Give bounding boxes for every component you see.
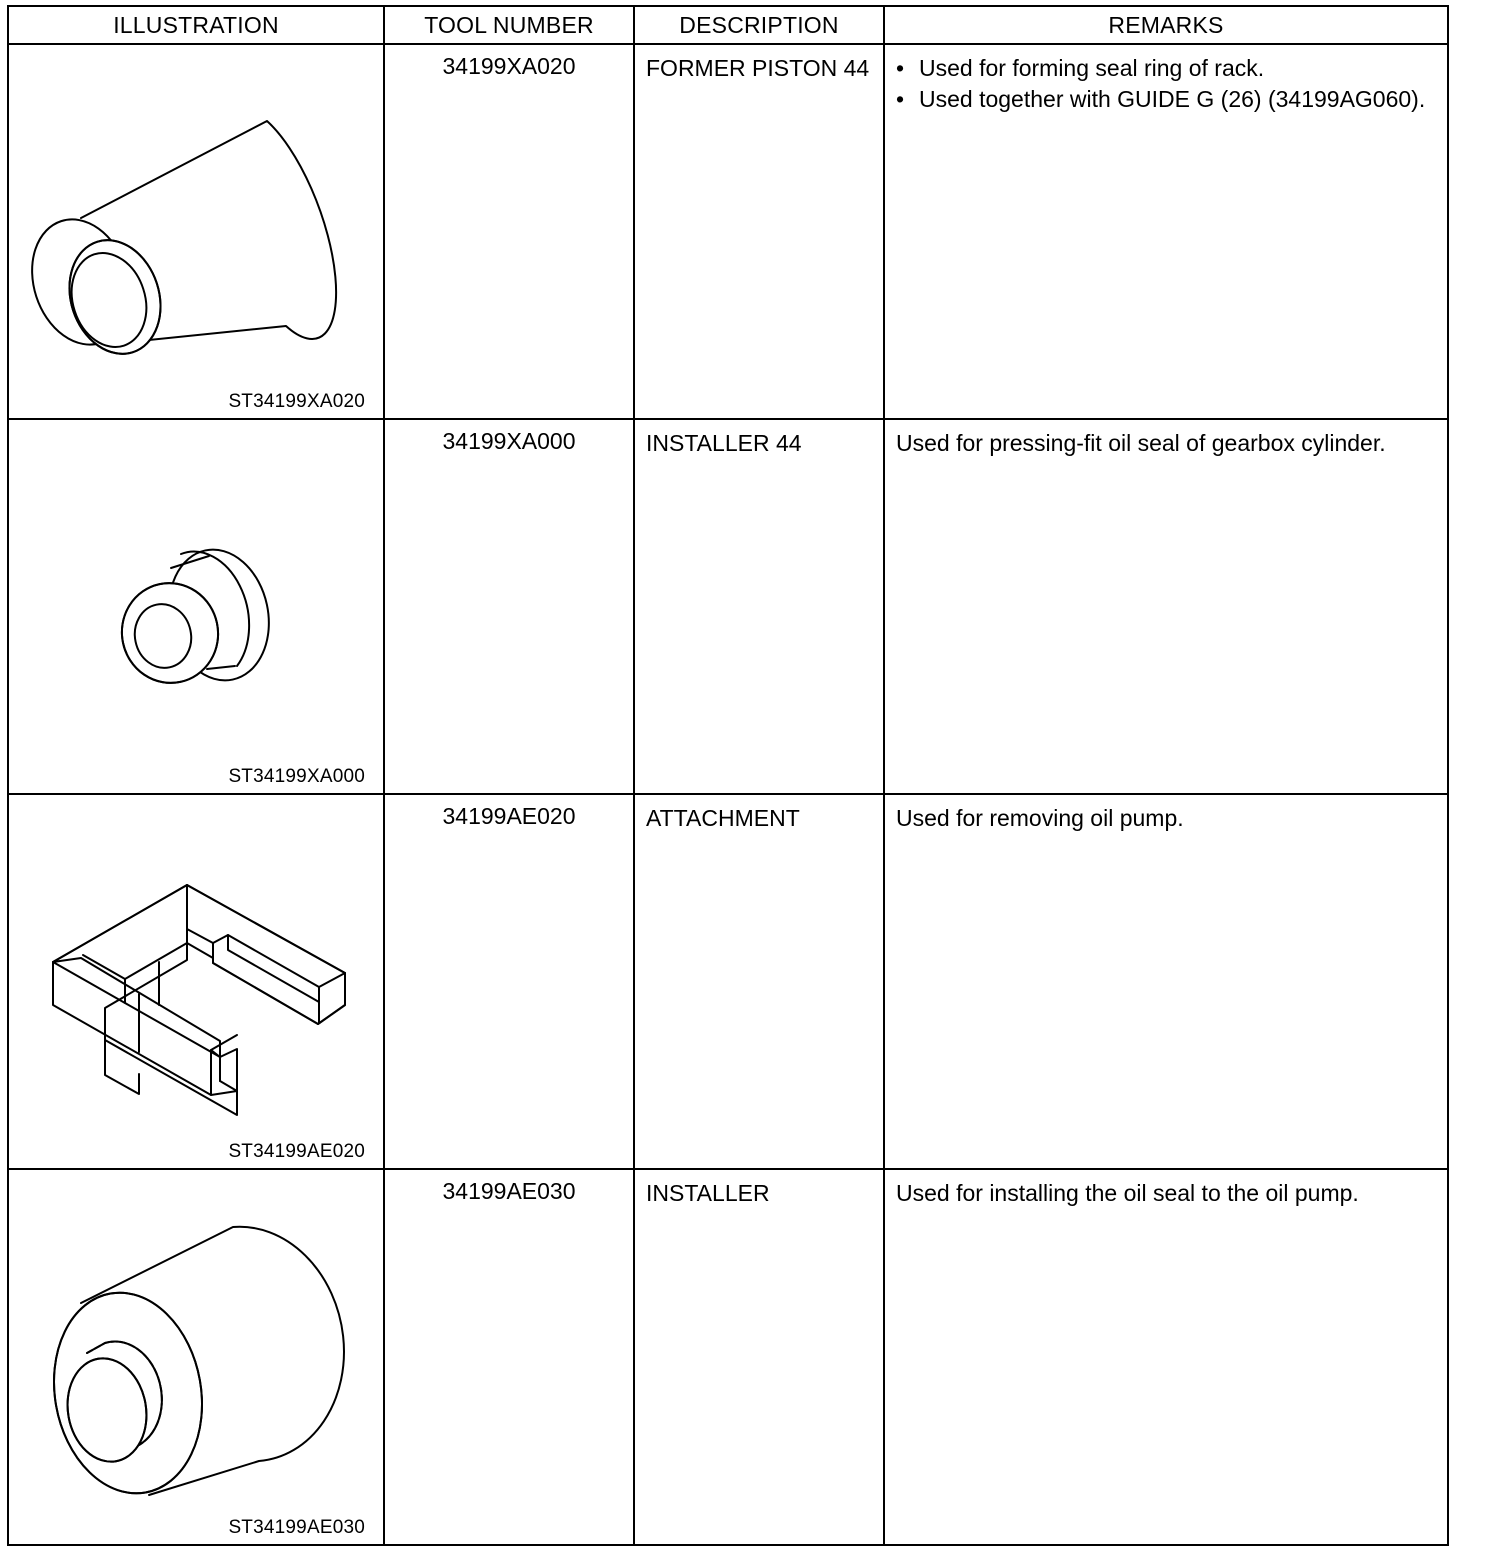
remark-item: • Used for forming seal ring of rack.: [896, 53, 1439, 84]
illustration-code: ST34199XA020: [228, 391, 365, 412]
hollow-cylinder-icon: [9, 45, 385, 410]
remarks-cell: Used for removing oil pump.: [884, 794, 1448, 1169]
table-row: [8, 419, 1448, 794]
special-tools-table: [7, 5, 1449, 1546]
header-illustration: ILLUSTRATION: [8, 6, 384, 44]
illustration-cell: [8, 44, 384, 419]
u-bracket-icon: [9, 795, 385, 1160]
remark-item: • Used together with GUIDE G (26) (34199AG060).: [896, 84, 1439, 115]
illustration-cell: [8, 1169, 384, 1545]
tool-number-cell: 34199XA020: [384, 44, 634, 419]
table-row: [8, 1169, 1448, 1545]
header-remarks: REMARKS: [884, 6, 1448, 44]
table-row: [8, 794, 1448, 1169]
stepped-bushing-icon: [9, 420, 385, 785]
description-cell: INSTALLER 44: [634, 419, 884, 794]
description-cell: INSTALLER: [634, 1169, 884, 1545]
illustration-cell: [8, 794, 384, 1169]
table-header-row: [8, 6, 1448, 44]
remarks-list: [896, 53, 1439, 115]
tool-number-cell: 34199AE020: [384, 794, 634, 1169]
illustration-code: ST34199AE020: [228, 1141, 365, 1162]
illustration-code: ST34199AE030: [228, 1517, 365, 1538]
tool-number-cell: 34199AE030: [384, 1169, 634, 1545]
stepped-installer-icon: [9, 1170, 385, 1535]
description-cell: FORMER PISTON 44: [634, 44, 884, 419]
header-description: DESCRIPTION: [634, 6, 884, 44]
remarks-cell: Used for pressing-fit oil seal of gearbox cylinder.: [884, 419, 1448, 794]
header-tool-number: TOOL NUMBER: [384, 6, 634, 44]
illustration-cell: [8, 419, 384, 794]
description-cell: ATTACHMENT: [634, 794, 884, 1169]
illustration-code: ST34199XA000: [228, 766, 365, 787]
tool-number-cell: 34199XA000: [384, 419, 634, 794]
remarks-cell: Used for installing the oil seal to the oil pump.: [884, 1169, 1448, 1545]
remarks-cell: [884, 44, 1448, 419]
table-row: [8, 44, 1448, 419]
